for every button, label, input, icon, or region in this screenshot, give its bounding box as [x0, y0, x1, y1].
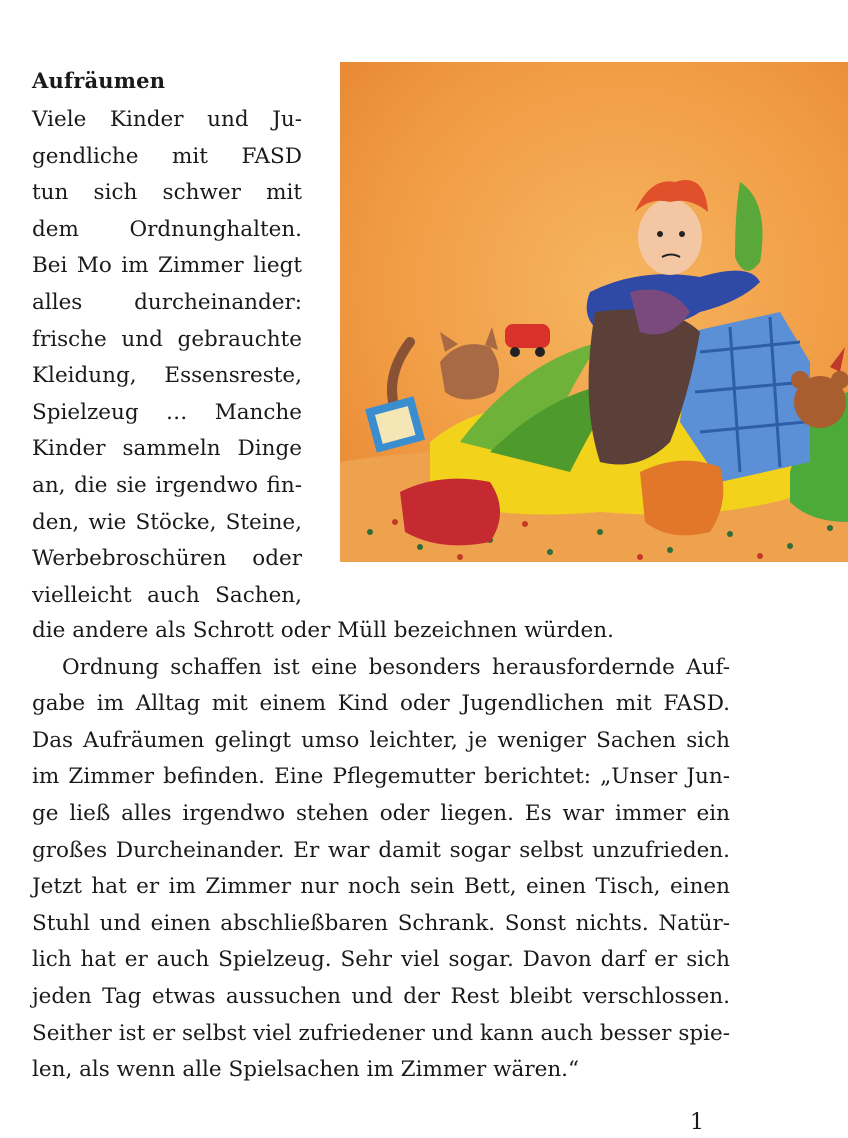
text-line: den, wie Stöcke, Steine, [32, 509, 302, 535]
body-text [32, 613, 730, 1089]
text-line: Das Aufräumen gelingt umso leichter, je weniger Sachen sich [32, 727, 730, 753]
page-number: 1 [690, 1110, 704, 1135]
text-line: len, als wenn alle Spielsachen im Zimmer wären.“ [32, 1057, 579, 1083]
child-messy-room-illustration [340, 62, 848, 562]
text-line: Jetzt hat er im Zimmer nur noch sein Bett, einen Tisch, einen [32, 874, 730, 900]
text-line: Stuhl und einen abschließbaren Schrank. Sonst nichts. Natür- [32, 910, 730, 936]
text-line: jeden Tag etwas aussuchen und der Rest bleibt verschlossen. [32, 983, 730, 1009]
text-line: Viele Kinder und Ju- [32, 107, 302, 132]
text-line: Kinder sammeln Dinge [32, 436, 302, 462]
text-line: gabe im Alltag mit einem Kind oder Jugendlichen mit FASD. [32, 691, 730, 717]
text-line: ge ließ alles irgendwo stehen oder liegen. Es war immer ein [32, 800, 730, 826]
text-line: alles durcheinander: [32, 289, 302, 315]
text-line: tun sich schwer mit [32, 180, 302, 206]
intro-paragraph [32, 102, 302, 614]
text-line: dem Ordnunghalten. [32, 216, 302, 242]
text-line: Spielzeug … Manche [32, 399, 302, 425]
text-line: frische und gebrauchte [32, 326, 302, 352]
text-line: an, die sie irgendwo fin- [32, 472, 302, 498]
text-line: Seither ist er selbst viel zufriedener und kann auch besser spie- [32, 1020, 730, 1046]
painting-svg [340, 62, 848, 562]
text-line: Werbebroschüren oder [32, 546, 302, 572]
text-line: großes Durcheinander. Er war damit sogar selbst unzufrieden. [32, 837, 730, 863]
text-line: gendliche mit FASD [32, 143, 302, 169]
text-line: Bei Mo im Zimmer liegt [32, 253, 302, 279]
text-line: Ordnung schaffen ist eine besonders herausfordernde Auf- [62, 654, 730, 680]
text-line: im Zimmer befinden. Eine Pflegemutter berichtet: „Unser Jun- [32, 764, 730, 790]
text-line: vielleicht auch Sachen, [32, 582, 302, 608]
text-line: lich hat er auch Spielzeug. Sehr viel sogar. Davon darf er sich [32, 947, 730, 973]
section-heading: Aufräumen [32, 68, 166, 93]
text-line: Kleidung, Essensreste, [32, 363, 302, 389]
intro-paragraph-end: die andere als Schrott oder Müll bezeichnen würden. [32, 618, 614, 643]
